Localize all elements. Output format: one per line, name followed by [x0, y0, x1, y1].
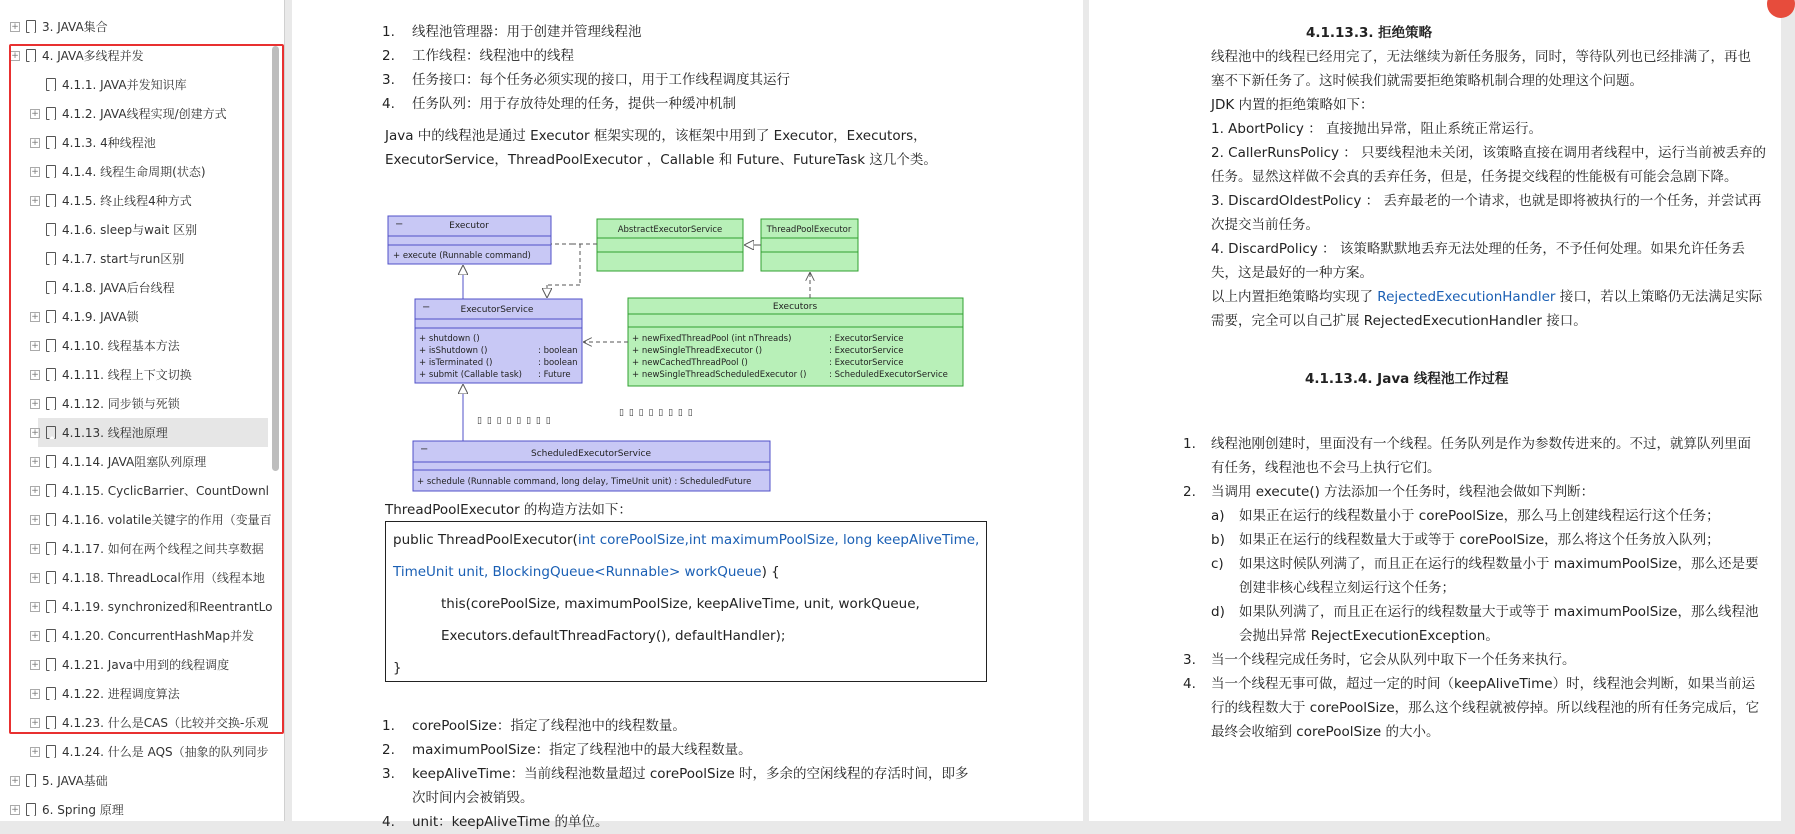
expand-toggle-icon[interactable]: + [31, 340, 39, 351]
list-number: 2. [382, 48, 395, 64]
list-item: 线程池刚创建时，里面没有一个线程。任务队列是作为参数传进来的。不过，就算队列里面 [1211, 436, 1751, 452]
list-number: d) [1211, 604, 1225, 620]
expand-toggle-icon[interactable]: + [31, 456, 39, 467]
bookmark-item[interactable] [31, 418, 268, 447]
bookmark-icon [46, 629, 56, 642]
bookmark-item[interactable] [0, 505, 285, 534]
paragraph-line: 2. CallerRunsPolicy ： 只要线程池未关闭，该策略直接在调用者线程中，运行当前被丢弃的 [1211, 145, 1767, 161]
bookmark-icon [26, 49, 36, 62]
uml-class-diagram [385, 210, 975, 500]
bookmark-label: 4.1.13. 线程池原理 [62, 426, 168, 440]
list-item: 如果这时候队列满了，而且正在运行的线程数量小于 maximumPoolSize，那么还是要 [1239, 556, 1759, 572]
list-item: 最终会收缩到 corePoolSize 的大小。 [1211, 724, 1440, 740]
bookmark-item[interactable] [0, 273, 285, 302]
list-item: corePoolSize：指定了线程池中的线程数量。 [412, 718, 686, 734]
list-item: maximumPoolSize：指定了线程池中的最大线程数量。 [412, 742, 752, 758]
list-number: 3. [1183, 652, 1196, 668]
list-item: 线程池管理器：用于创建并管理线程池 [412, 24, 642, 40]
section-heading: 4.1.13.3. 拒绝策略 [1306, 25, 1433, 41]
bookmark-icon [46, 484, 56, 497]
bookmark-label: 5. JAVA基础 [42, 774, 108, 788]
list-number: 4. [382, 814, 395, 830]
uml-es-method: + isShutdown () [419, 346, 488, 356]
uml-executors-method: + newSingleThreadExecutor () [632, 346, 763, 356]
bookmark-item[interactable] [0, 563, 285, 592]
list-item: 创建非核心线程立刻运行这个任务； [1239, 580, 1455, 596]
expand-toggle-icon[interactable]: + [31, 195, 39, 206]
list-number: 2. [1183, 484, 1196, 500]
bookmark-label: 4.1.11. 线程上下文切换 [62, 368, 192, 382]
bookmark-label: 4.1.17. 如何在两个线程之间共享数据 [62, 542, 264, 556]
uml-executors-type: : ExecutorService [829, 346, 904, 356]
expand-toggle-icon[interactable]: + [31, 137, 39, 148]
bookmark-label: 4.1.7. start与run区别 [62, 252, 185, 266]
uml-es-type: : boolean [538, 346, 578, 356]
sidebar-scrollbar[interactable] [272, 46, 279, 471]
paragraph-line: 4. DiscardPolicy ： 该策略默默地丢弃无法处理的任务，不予任何处理。如果允许任务丢 [1211, 241, 1745, 257]
paragraph-line: 次提交当前任务。 [1211, 217, 1319, 233]
uml-es-method: + shutdown () [419, 334, 480, 344]
uml-executors-method: + newSingleThreadScheduledExecutor () [632, 370, 807, 380]
bookmark-item[interactable] [0, 476, 285, 505]
bookmark-item[interactable] [0, 621, 285, 650]
bookmark-item[interactable] [0, 447, 285, 476]
paragraph-line: 需要，完全可以自己扩展 RejectedExecutionHandler 接口。 [1211, 313, 1587, 329]
uml-tpe-box [761, 219, 858, 271]
bookmark-item[interactable] [0, 592, 285, 621]
bookmark-item[interactable] [0, 186, 285, 215]
paragraph-line: 失，这是最好的一种方案。 [1211, 265, 1373, 281]
bookmark-item[interactable] [0, 70, 285, 99]
code-line: Executors.defaultThreadFactory(), defaultHandler); [441, 628, 786, 644]
bookmark-icon [46, 136, 56, 149]
bookmark-icon [26, 774, 36, 787]
bookmark-label: 4.1.10. 线程基本方法 [62, 339, 180, 353]
uml-scheduled-box [413, 441, 770, 491]
uml-ses-method: + schedule (Runnable command, long delay, TimeUnit unit) : ScheduledFuture [417, 477, 752, 487]
bookmark-label: 4.1.12. 同步锁与死锁 [62, 397, 180, 411]
bookmark-icon [46, 397, 56, 410]
uml-glyphs: ▯ ▯ ▯ ▯ ▯ ▯ ▯ ▯ [477, 416, 552, 426]
list-item: 如果正在运行的线程数量小于 corePoolSize，那么马上创建线程运行这个任务； [1239, 508, 1720, 524]
bookmark-item[interactable] [0, 389, 285, 418]
uml-abstract-title: AbstractExecutorService [617, 225, 723, 235]
rejected-handler-link[interactable]: RejectedExecutionHandler [1377, 289, 1556, 305]
list-item: unit：keepAliveTime 的单位。 [412, 814, 609, 830]
bookmark-icon [46, 223, 56, 236]
bookmarks-sidebar [0, 0, 285, 821]
bookmark-label: 4.1.23. 什么是CAS（比较并交换-乐观 [62, 716, 269, 730]
expand-toggle-icon[interactable]: + [31, 543, 39, 554]
bookmark-icon [46, 571, 56, 584]
list-item: 工作线程：线程池中的线程 [412, 48, 574, 64]
bookmark-icon [46, 194, 56, 207]
list-item: 当一个线程完成任务时，它会从队列中取下一个任务来执行。 [1211, 652, 1576, 668]
expand-toggle-icon[interactable]: + [31, 485, 39, 496]
bookmark-icon [46, 513, 56, 526]
bookmark-icon [46, 107, 56, 120]
uml-es-title: ExecutorService [460, 305, 534, 315]
bookmark-item[interactable] [0, 795, 285, 824]
bookmark-item[interactable] [0, 215, 285, 244]
bookmark-item[interactable] [0, 534, 285, 563]
document-page-right [1089, 0, 1781, 821]
bookmark-label: 4.1.20. ConcurrentHashMap并发 [62, 629, 254, 643]
list-item: 会抛出异常 RejectExecutionException。 [1239, 628, 1499, 644]
bookmark-label: 4. JAVA多线程并发 [42, 49, 144, 63]
expand-toggle-icon[interactable]: + [31, 688, 39, 699]
paragraph-line: 以上内置拒绝策略均实现了 RejectedExecutionHandler 接口，若以上策略仍无法满足实际 [1211, 289, 1763, 305]
expand-toggle-icon[interactable]: + [31, 311, 39, 322]
list-number: 3. [382, 72, 395, 88]
list-number: c) [1211, 556, 1224, 572]
bookmark-label: 4.1.18. ThreadLocal作用（线程本地 [62, 571, 265, 585]
bookmark-item[interactable] [0, 679, 285, 708]
list-number: b) [1211, 532, 1225, 548]
bookmark-icon [46, 281, 56, 294]
bookmark-item[interactable] [0, 302, 285, 331]
list-item: 当调用 execute() 方法添加一个任务时，线程池会做如下判断： [1211, 484, 1595, 500]
expand-toggle-icon[interactable]: + [31, 717, 39, 728]
uml-executorservice-box [415, 299, 582, 383]
bookmark-icon [46, 310, 56, 323]
list-item: 有任务，线程池也不会马上执行它们。 [1211, 460, 1441, 476]
uml-executor-method: + execute (Runnable command) [393, 251, 531, 261]
uml-executors-type: : ExecutorService [829, 358, 904, 368]
code-line: } [393, 660, 402, 676]
bookmark-item[interactable] [0, 12, 285, 41]
list-item: 如果正在运行的线程数量大于或等于 corePoolSize，那么将这个任务放入队列； [1239, 532, 1720, 548]
bookmark-label: 6. Spring 原理 [42, 803, 124, 817]
bookmark-icon [46, 658, 56, 671]
paragraph-line: JDK 内置的拒绝策略如下： [1211, 97, 1374, 113]
bookmark-label: 4.1.19. synchronized和ReentrantLo [62, 600, 273, 614]
bookmark-item[interactable] [0, 244, 285, 273]
uml-minus: − [395, 219, 404, 230]
expand-toggle-icon[interactable]: + [31, 630, 39, 641]
uml-es-method: + submit (Callable task) [419, 370, 523, 380]
expand-toggle-icon[interactable]: + [11, 21, 19, 32]
bookmark-icon [46, 165, 56, 178]
bookmark-label: 4.1.5. 终止线程4种方式 [62, 194, 192, 208]
bookmark-icon [46, 600, 56, 613]
bookmark-icon [46, 339, 56, 352]
bookmark-item[interactable] [0, 360, 285, 389]
expand-toggle-icon[interactable]: + [31, 398, 39, 409]
bookmark-label: 4.1.24. 什么是 AQS（抽象的队列同步 [62, 745, 269, 759]
expand-toggle-icon[interactable]: + [31, 601, 39, 612]
list-number: 3. [382, 766, 395, 782]
bookmark-item[interactable] [0, 128, 285, 157]
list-number: 4. [382, 96, 395, 112]
list-item-continuation: 次时间内会被销毁。 [412, 790, 534, 806]
list-number: 1. [382, 718, 395, 734]
uml-ses-title: ScheduledExecutorService [531, 449, 651, 459]
bookmark-item[interactable] [0, 331, 285, 360]
bookmark-label: 4.1.9. JAVA锁 [62, 310, 139, 324]
uml-tpe-title: ThreadPoolExecutor [766, 225, 852, 235]
expand-toggle-icon[interactable]: + [31, 514, 39, 525]
uml-executors-method: + newCachedThreadPool () [632, 358, 748, 368]
uml-es-type: : Future [538, 370, 571, 380]
code-block [385, 521, 987, 682]
list-number: 4. [1183, 676, 1196, 692]
expand-toggle-icon[interactable]: + [31, 746, 39, 757]
bookmark-icon [46, 745, 56, 758]
paragraph-line: 1. AbortPolicy ： 直接抛出异常，阻止系统正常运行。 [1211, 121, 1542, 137]
constructor-intro: ThreadPoolExecutor 的构造方法如下： [385, 502, 632, 518]
bookmark-item[interactable] [0, 737, 285, 766]
bookmark-item[interactable] [0, 708, 285, 737]
paragraph-line: Java 中的线程池是通过 Executor 框架实现的，该框架中用到了 Executor，Executors， [385, 128, 927, 144]
uml-es-type: : boolean [538, 358, 578, 368]
uml-executors-box [628, 298, 963, 386]
expand-toggle-icon[interactable]: + [11, 804, 19, 815]
svg-text:−: − [422, 302, 431, 313]
uml-executors-title: Executors [772, 302, 818, 312]
bookmark-icon [46, 426, 56, 439]
bookmark-icon [46, 252, 56, 265]
bookmark-icon [46, 716, 56, 729]
bookmark-label: 4.1.16. volatile关键字的作用（变量百 [62, 513, 272, 527]
bookmark-icon [26, 20, 36, 33]
uml-executors-type: : ScheduledExecutorService [829, 370, 948, 380]
list-number: 1. [382, 24, 395, 40]
uml-abstract-box [597, 219, 743, 271]
list-item: keepAliveTime：当前线程池数量超过 corePoolSize 时，多余的空闲线程的存活时间，即多 [412, 766, 969, 782]
list-number: 2. [382, 742, 395, 758]
uml-executors-type: : ExecutorService [829, 334, 904, 344]
expand-toggle-icon[interactable]: + [11, 775, 19, 786]
expand-toggle-icon[interactable]: + [31, 572, 39, 583]
list-item: 任务队列：用于存放待处理的任务，提供一种缓冲机制 [412, 96, 736, 112]
list-item: 当一个线程无事可做，超过一定的时间（keepAliveTime）时，线程池会判断，如果当前运 [1211, 676, 1756, 692]
bookmark-item[interactable] [0, 157, 285, 186]
bookmark-label: 4.1.4. 线程生命周期(状态) [62, 165, 206, 179]
bookmark-item[interactable] [0, 766, 285, 795]
expand-toggle-icon[interactable]: + [11, 50, 19, 61]
uml-glyphs: ▯ ▯ ▯ ▯ ▯ ▯ ▯ ▯ [619, 408, 694, 418]
expand-toggle-icon[interactable]: + [31, 166, 39, 177]
expand-toggle-icon[interactable]: + [31, 108, 39, 119]
bookmark-label: 3. JAVA集合 [42, 20, 108, 34]
paragraph-line: 任务。显然这样做不会真的丢弃任务，但是，任务提交线程的性能极有可能会急剧下降。 [1211, 169, 1738, 185]
uml-es-method: + isTerminated () [419, 358, 493, 368]
list-number: 1. [1183, 436, 1196, 452]
bookmark-icon [46, 542, 56, 555]
bookmark-label: 4.1.6. sleep与wait 区别 [62, 223, 198, 237]
expand-toggle-icon[interactable]: + [31, 427, 39, 438]
bookmark-icon [26, 803, 36, 816]
expand-toggle-icon[interactable]: + [31, 659, 39, 670]
bookmark-item[interactable] [0, 99, 285, 128]
paragraph-line: 塞不下新任务了。这时候我们就需要拒绝策略机制合理的处理这个问题。 [1211, 73, 1643, 89]
list-number: a) [1211, 508, 1225, 524]
svg-text:−: − [420, 444, 429, 455]
code-line: public ThreadPoolExecutor(int corePoolSize,int maximumPoolSize, long keepAliveTime, [393, 532, 980, 548]
paragraph-line: 线程池中的线程已经用完了，无法继续为新任务服务，同时，等待队列也已经排满了，再也 [1211, 49, 1751, 65]
bookmark-item[interactable] [0, 41, 285, 70]
bookmark-icon [46, 455, 56, 468]
section-heading: 4.1.13.4. Java 线程池工作过程 [1305, 371, 1509, 387]
bookmark-label: 4.1.3. 4种线程池 [62, 136, 156, 150]
code-line: TimeUnit unit, BlockingQueue<Runnable> workQueue) { [393, 564, 780, 580]
list-item: 任务接口：每个任务必须实现的接口，用于工作线程调度其运行 [412, 72, 790, 88]
bookmark-label: 4.1.21. Java中用到的线程调度 [62, 658, 230, 672]
list-item: 行的线程数大于 corePoolSize，那么这个线程就被停掉。所以线程池的所有任务完成后，它 [1211, 700, 1760, 716]
uml-executor-title: Executor [449, 221, 489, 231]
bookmark-label: 4.1.8. JAVA后台线程 [62, 281, 175, 295]
bookmark-label: 4.1.22. 进程调度算法 [62, 687, 180, 701]
list-item: 如果队列满了，而且正在运行的线程数量大于或等于 maximumPoolSize，那么线程池 [1239, 604, 1759, 620]
code-line: this(corePoolSize, maximumPoolSize, keepAliveTime, unit, workQueue, [441, 596, 920, 612]
expand-toggle-icon[interactable]: + [31, 369, 39, 380]
bookmark-icon [46, 78, 56, 91]
uml-executors-method: + newFixedThreadPool (int nThreads) [632, 334, 792, 344]
bookmark-label: 4.1.14. JAVA阻塞队列原理 [62, 455, 207, 469]
bookmark-label: 4.1.1. JAVA并发知识库 [62, 78, 187, 92]
uml-executor-box [388, 216, 551, 264]
bookmark-icon [46, 368, 56, 381]
bookmark-label: 4.1.2. JAVA线程实现/创建方式 [62, 107, 227, 121]
paragraph-line: 3. DiscardOldestPolicy ： 丢弃最老的一个请求，也就是即将被执行的一个任务，并尝试再 [1211, 193, 1762, 209]
bookmark-label: 4.1.15. CyclicBarrier、CountDownl [62, 484, 270, 498]
bookmark-icon [46, 687, 56, 700]
bookmark-item[interactable] [0, 650, 285, 679]
paragraph-line: ExecutorService，ThreadPoolExecutor ，Callable 和 Future、FutureTask 这几个类。 [385, 152, 937, 168]
